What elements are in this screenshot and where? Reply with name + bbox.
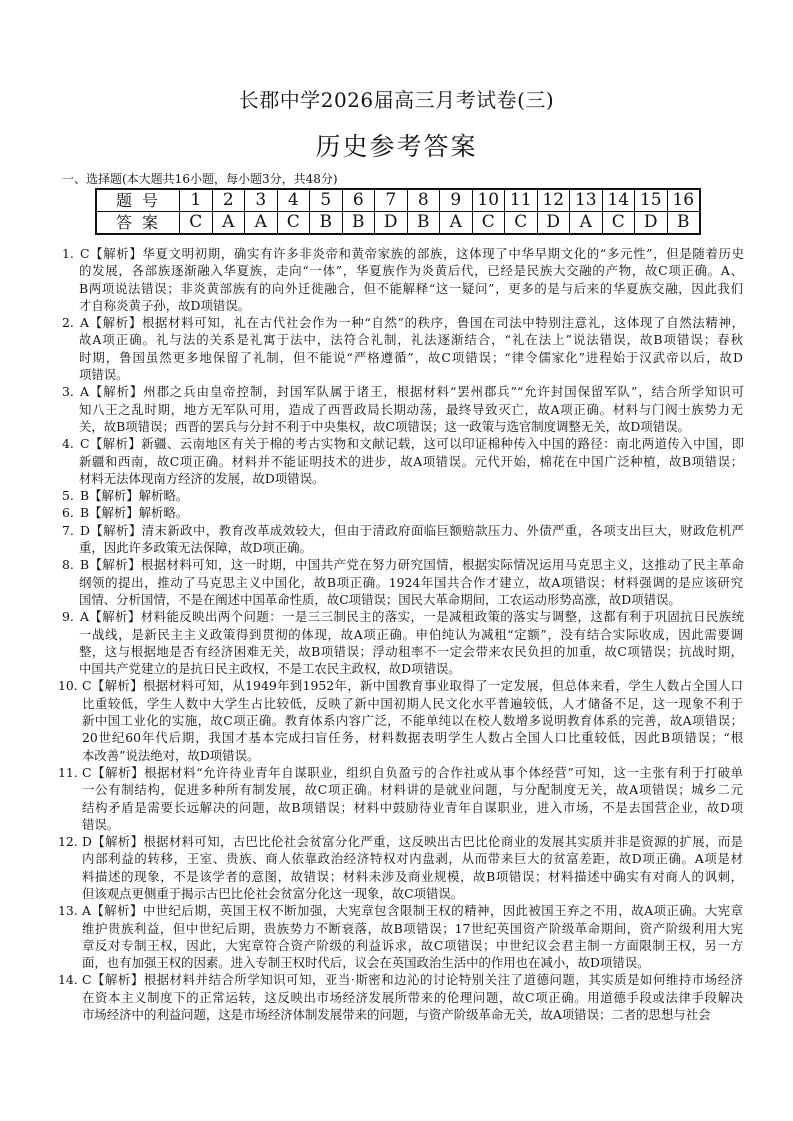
question-number-cell: 15 <box>635 189 668 212</box>
item-number: 11. <box>58 764 78 780</box>
item-number: 2. <box>62 315 74 331</box>
explanation-line: 20世纪60年代后期，我国才基本完成扫盲任务，材料数据表明学生人数占全国人口比重较低，因此B项错误；“根 <box>82 730 743 746</box>
explanation-line: 材料无法体现南方经济的发展，故D项错误。 <box>79 470 325 486</box>
question-number-row <box>96 189 700 212</box>
item-number: 12. <box>58 834 78 850</box>
answer-table <box>95 188 701 235</box>
answer-cell: B <box>667 212 700 235</box>
item-number: 8. <box>62 557 74 573</box>
explanation-item <box>0 677 793 763</box>
explanation-line: 故A项正确。礼与法的关系是礼寓于法中，法符合礼制，礼法逐渐结合，“礼在法上”说法错误，故B项错误；春秋 <box>79 332 743 348</box>
explanation-line: 但该观点更侧重于揭示古巴比伦社会贫富分化这一现象，故C项错误。 <box>82 885 464 901</box>
explanation-line: A【解析】中世纪后期，英国王权不断加强，大宪章包含限制王权的精神，因此被国王弃之不用，故A项正确。大宪章 <box>82 903 743 919</box>
explanation-line: 结构矛盾是需要长远解决的问题，故B项错误；材料中鼓励待业青年自谋职业，进入市场，不是去国营企业，故D项 <box>82 799 743 815</box>
question-number-cell: 3 <box>245 189 278 212</box>
question-number-cell: 10 <box>472 189 505 212</box>
item-number: 4. <box>62 436 74 452</box>
question-number-cell: 11 <box>505 189 538 212</box>
explanation-line: 项错误。 <box>79 367 129 383</box>
explanation-line: 知八王之乱时期，地方无军队可用，造成了西晋政局长期动荡，最终导致灭亡，故A项正确。材料与门阀士族势力无 <box>79 401 743 417</box>
explanation-line: 比重较低，学生人数中大学生占比较低，反映了新中国初期人民文化水平普遍较低，人才储备不足，这一现象不利于 <box>82 695 743 711</box>
explanation-line: 的发展，各部族逐渐融入华夏族，走向“一体”，华夏族作为炎黄后代，已经是民族大交融的产物，故C项正确。A、 <box>79 263 743 279</box>
answer-cell: B <box>342 212 375 235</box>
explanation-line: A【解析】根据材料可知，礼在古代社会作为一种“自然”的秩序，鲁国在司法中特别注意礼，这体现了自然法精神， <box>80 315 744 331</box>
explanation-line: 内部利益的转移，王室、贵族、商人依靠政治经济特权对内盘剥，从而带来巨大的贫富差距，故D项正确。A项是材 <box>82 851 743 867</box>
explanation-item <box>0 435 793 487</box>
explanation-line: C【解析】根据材料可知，从1949年到1952年，新中国教育事业取得了一定发展，但总体来看，学生人数占全国人口 <box>82 678 743 694</box>
explanation-line: C【解析】根据材料“允许待业青年自谋职业，组织自负盈亏的合作社或从事个体经营”可知，这一主张有利于打破单 <box>82 764 743 780</box>
explanation-line: 纲领的提出，推动了马克思主义中国化，故B项正确。1924年国共合作才建立，故A项错误；材料强调的是应该研究 <box>79 574 743 590</box>
question-number-cell: 6 <box>342 189 375 212</box>
section-heading: 一、选择题(本大题共16小题，每小题3分，共48分) <box>62 172 338 186</box>
answer-cell: D <box>375 212 408 235</box>
explanation-item <box>0 487 793 504</box>
explanation-line: D【解析】根据材料可知，古巴比伦社会贫富分化严重，这反映出古巴比伦商业的发展其实质并非是资源的扩展，而是 <box>82 834 743 850</box>
item-number: 5. <box>62 488 74 504</box>
explanation-line: 一战线，是新民主主义政策得到贯彻的体现，故A项正确。申伯纯认为减租“定额”，没有结合实际收成，因此需要调 <box>79 626 743 642</box>
explanation-line: 时期，鲁国虽然更多地保留了礼制，但不能说“严格遵循”，故C项错误；“律令儒家化”进程始于汉武帝以后，故D <box>79 349 743 365</box>
explanation-line: B两项说法错误；非炎黄部族有的向外迁徙融合，但不能解释“这一疑问”，更多的是与后来的华夏族交融，因此我们 <box>79 280 743 296</box>
answer-row <box>96 212 700 235</box>
explanation-line: C【解析】根据材料并结合所学知识可知，亚当·斯密和边沁的讨论特别关注了道德问题，其实质是如何维持市场经济 <box>82 972 743 988</box>
answer-cell: C <box>602 212 635 235</box>
explanation-line: 重，因此许多政策无法保障，故D项正确。 <box>79 540 312 556</box>
question-number-cell: 2 <box>212 189 245 212</box>
answer-cell: C <box>505 212 538 235</box>
explanation-item <box>0 556 793 608</box>
explanation-item <box>0 245 793 314</box>
question-number-cell: 13 <box>570 189 603 212</box>
item-number: 6. <box>62 505 74 521</box>
explanation-item <box>0 971 793 1023</box>
explanation-line: 本改善”说法绝对，故D项错误。 <box>82 747 260 763</box>
question-number-cell: 4 <box>277 189 310 212</box>
explanation-list <box>0 245 793 1023</box>
question-number-cell: 7 <box>375 189 408 212</box>
explanation-item <box>0 314 793 383</box>
explanation-line: C【解析】华夏文明初期，确实有许多非炎帝和黄帝家族的部族，这体现了中华早期文化的“多元性”，但是随着历史 <box>80 246 744 261</box>
explanation-line: B【解析】根据材料可知，这一时期，中国共产党在努力研究国情，根据实际情况运用马克思主义，这推动了民主革命 <box>80 557 744 573</box>
exam-title: 长郡中学2026届高三月考试卷(三) <box>238 88 555 112</box>
explanation-item <box>0 383 793 435</box>
answer-cell: C <box>277 212 310 235</box>
item-number: 14. <box>58 972 78 988</box>
explanation-line: 维护贵族利益，但中世纪后期，贵族势力不断衰落，故B项错误；17世纪英国资产阶级革命期间，资产阶级利用大宪 <box>82 920 743 936</box>
item-number: 7. <box>62 522 74 538</box>
explanation-line: 面，也有加强王权的因素。进入专制王权时代后，议会在英国政治生活中的作用也在减小，故D项错误。 <box>82 955 650 971</box>
explanation-line: A【解析】州郡之兵由皇帝控制，封国军队属于诸王，根据材料“罢州郡兵”“允许封国保留军队”，结合所学知识可 <box>80 384 744 400</box>
explanation-line: 新疆和西南，故C项正确。材料并不能证明技术的进步，故A项错误。元代开始，棉花在中国广泛种植，故B项错误； <box>79 453 743 469</box>
answer-cell: A <box>245 212 278 235</box>
question-number-cell: 5 <box>310 189 343 212</box>
explanation-line: A【解析】材料能反映出两个问题：一是三三制民主的落实，一是减租政策的落实与调整，这都有利于巩固抗日民族统 <box>80 609 744 625</box>
item-number: 3. <box>62 384 74 400</box>
item-number: 1. <box>62 246 74 261</box>
explanation-line: 一公有制结构，促进多种所有制发展，故C项正确。材料讲的是就业问题，与分配制度无关，故A项错误；城乡二元 <box>82 782 743 798</box>
explanation-line: 新中国工业化的实施，故C项正确。教育体系内容广泛，不能单纯以在校人数增多说明教育体系的完善，故A项错误； <box>82 713 743 729</box>
explanation-item <box>0 504 793 521</box>
answer-key-title: 历史参考答案 <box>315 132 478 161</box>
explanation-line: 国情、分析国情，不是在阐述中国革命性质，故C项错误；国民大革命期间，工农运动形势高涨，故D项错误。 <box>79 591 681 607</box>
answer-cell: C <box>472 212 505 235</box>
answer-cell: A <box>570 212 603 235</box>
row-label: 答案 <box>96 212 180 235</box>
explanation-item <box>0 608 793 677</box>
row-label: 题号 <box>96 189 180 212</box>
answer-cell: A <box>212 212 245 235</box>
item-number: 13. <box>58 903 78 919</box>
question-number-cell: 9 <box>440 189 473 212</box>
question-number-cell: 14 <box>602 189 635 212</box>
explanation-line: B【解析】解析略。 <box>80 505 189 521</box>
explanation-line: 料描述的现象，不是该学者的意图，故错误；材料未涉及商业规模，故B项错误；材料描述中确实有对商人的讽刺， <box>82 868 743 884</box>
explanation-line: B【解析】解析略。 <box>80 488 189 504</box>
answer-cell: B <box>407 212 440 235</box>
explanation-line: 错误。 <box>82 816 120 832</box>
answer-cell: D <box>537 212 570 235</box>
explanation-line: D【解析】清末新政中，教育改革成效较大，但由于清政府面临巨额赔款压力、外债严重，各项支出巨大，财政危机严 <box>80 522 744 538</box>
question-number-cell: 16 <box>667 189 700 212</box>
question-number-cell: 1 <box>180 189 213 212</box>
explanation-item <box>0 902 793 971</box>
explanation-item <box>0 764 793 833</box>
explanation-line: 整，这与根据地是否有经济困难无关，故B项错误；浮动租率不一定会带来农民负担的加重，故C项错误；抗战时期， <box>79 643 743 659</box>
question-number-cell: 8 <box>407 189 440 212</box>
answer-cell: C <box>180 212 213 235</box>
explanation-line: C【解析】新疆、云南地区有关于棉的考古实物和文献记载，这可以印证棉种传入中国的路径：南北两道传入中国，即 <box>80 436 744 452</box>
explanation-line: 才自称炎黄子孙，故D项错误。 <box>79 297 251 313</box>
answer-cell: D <box>635 212 668 235</box>
item-number: 10. <box>58 678 78 694</box>
explanation-line: 关，故B项错误；西晋的罢兵与分封不利于中央集权，故C项错误；这一政策与选官制度调整无关，故D项错误。 <box>79 418 690 434</box>
explanation-line: 章反对专制王权，因此，大宪章符合资产阶级的利益诉求，故C项错误；中世纪议会君主制一方面限制王权，另一方 <box>82 937 743 953</box>
answer-cell: B <box>310 212 343 235</box>
question-number-cell: 12 <box>537 189 570 212</box>
explanation-item <box>0 522 793 557</box>
explanation-line: 中国共产党建立的是抗日民主政权，不是工农民主政权，故D项错误。 <box>79 661 461 677</box>
item-number: 9. <box>62 609 74 625</box>
explanation-line: 在资本主义制度下的正常运转，这反映出市场经济发展所带来的伦理问题，故C项正确。用道德手段或法律手段解决 <box>82 989 743 1005</box>
explanation-line: 市场经济中的利益问题，这是市场经济体制发展带来的问题，与资产阶级革命无关，故A项错误；二者的思想与社会 <box>82 1007 711 1023</box>
answer-cell: A <box>440 212 473 235</box>
explanation-item <box>0 833 793 902</box>
